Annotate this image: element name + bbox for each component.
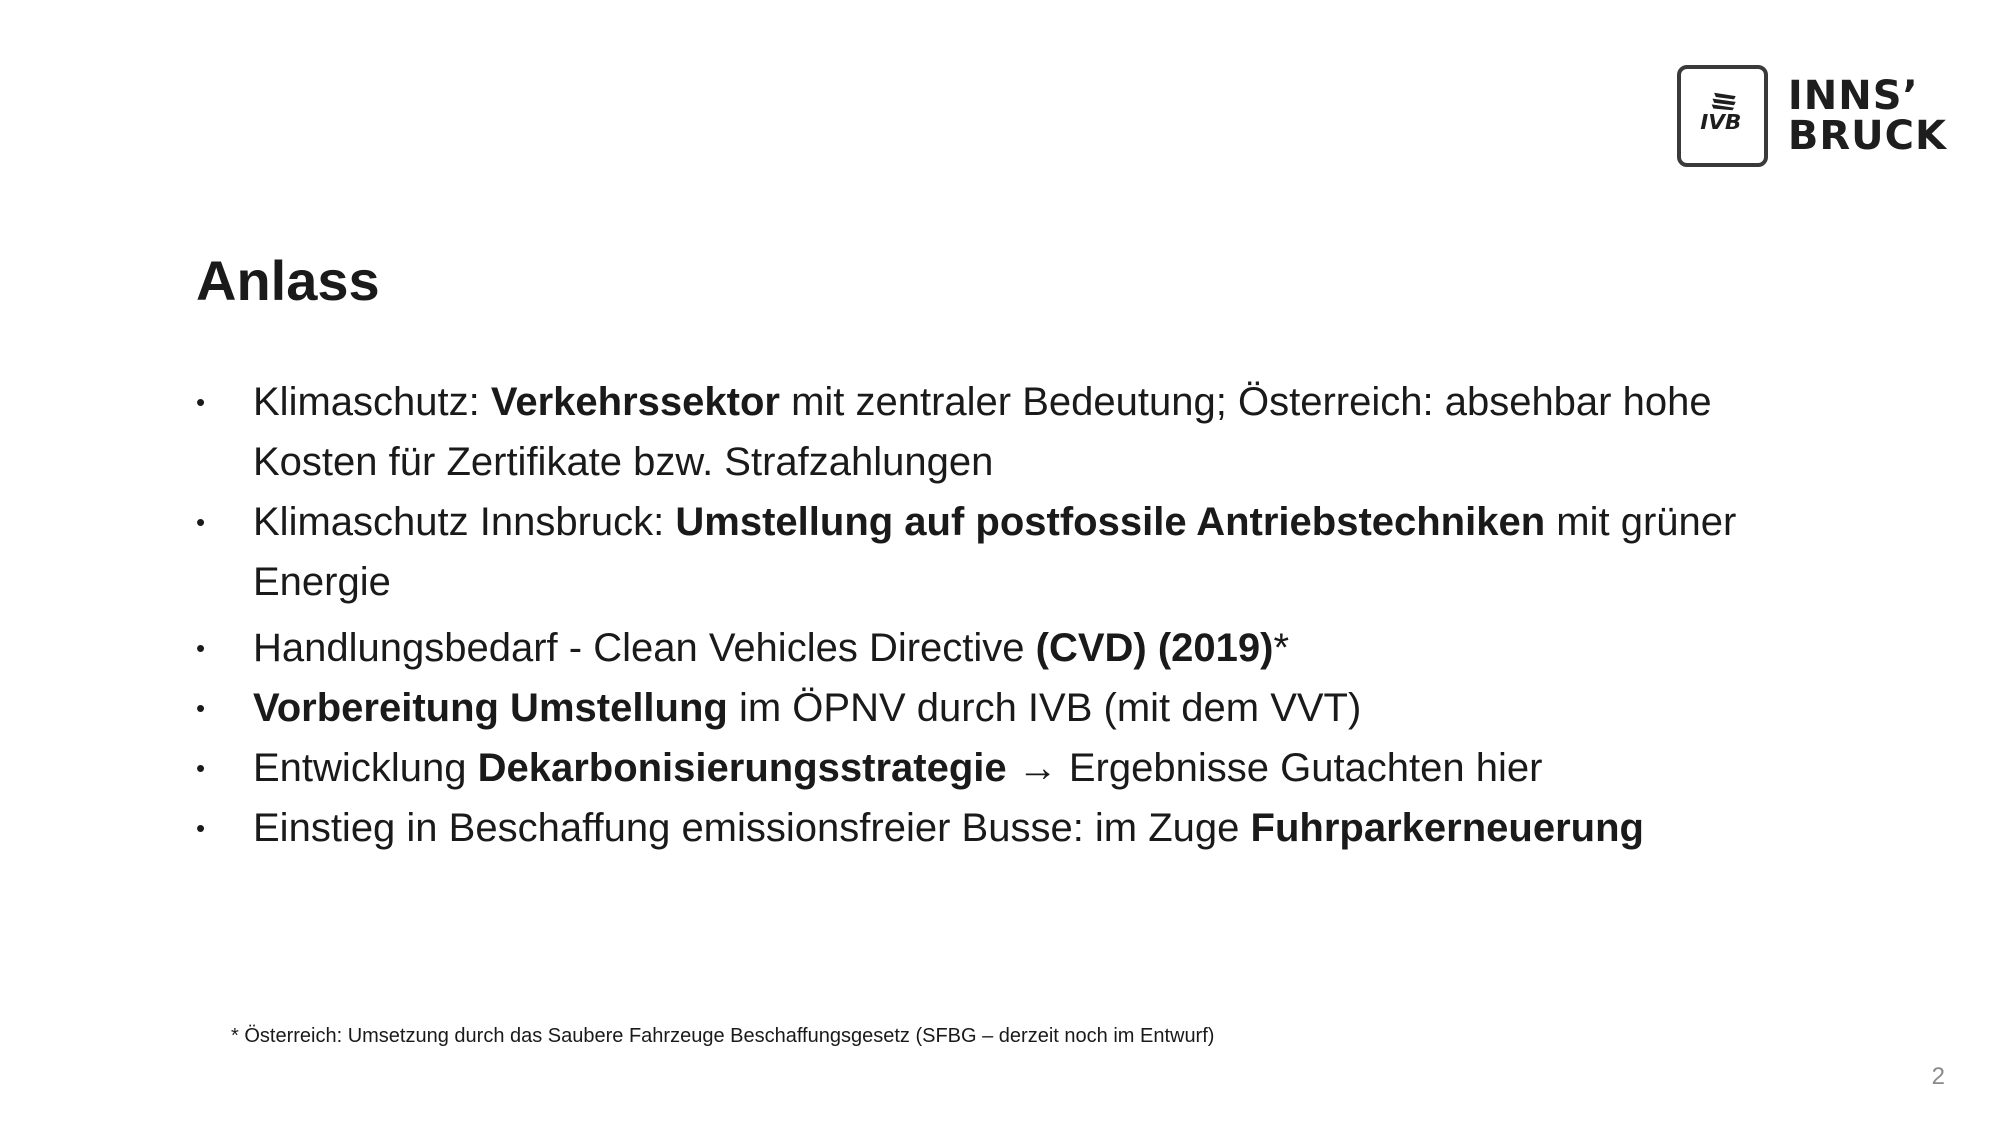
slide-title: Anlass xyxy=(196,249,380,312)
bullet-text: im ÖPNV durch IVB (mit dem VVT) xyxy=(727,686,1362,730)
bullet-text: Entwicklung xyxy=(253,746,478,790)
bullet-item xyxy=(196,492,1846,612)
wordmark-line-1: INNS’ xyxy=(1787,73,1919,119)
bullet-text: Klimaschutz Innsbruck: xyxy=(253,500,676,544)
ivb-logo-mark xyxy=(1677,65,1768,167)
bullet-text: Einstieg in Beschaffung emissionsfreier Busse: im Zuge xyxy=(253,806,1251,850)
bullet-list xyxy=(196,372,1846,858)
bullet-text: Klimaschutz: xyxy=(253,380,491,424)
bullet-dot-icon: • xyxy=(196,753,206,783)
bullet-text: mit zentraler Bedeutung; Österreich: absehbar hohe Kosten für Zertifikate bzw. Strafzahlungen xyxy=(253,380,1712,484)
bullet-text-bold: Verkehrssektor xyxy=(490,380,780,424)
footnote: * Österreich: Umsetzung durch das Saubere Fahrzeuge Beschaffungsgesetz (SFBG – derzeit noch im Entwurf) xyxy=(231,1025,1215,1047)
ivb-logo-text: IVB xyxy=(1700,110,1742,136)
bullet-text-bold: (CVD) (2019) xyxy=(1035,626,1274,670)
bullet-text-bold: Fuhrparkerneuerung xyxy=(1250,806,1644,850)
bullet-dot-icon: • xyxy=(196,693,206,723)
bullet-item xyxy=(196,372,1846,492)
bullet-text: → Ergebnisse Gutachten hier xyxy=(1006,746,1543,790)
page-number: 2 xyxy=(1931,1063,1945,1090)
bullet-text-bold: Umstellung auf postfossile Antriebstechniken xyxy=(675,500,1546,544)
bullet-text: Handlungsbedarf - Clean Vehicles Directive xyxy=(253,626,1036,670)
bullet-dot-icon: • xyxy=(196,507,206,537)
bullet-item xyxy=(196,738,1846,798)
ivb-innsbruck-logo xyxy=(1677,62,1947,170)
wordmark-line-2: BRUCK xyxy=(1787,113,1947,159)
bullet-text: * xyxy=(1273,626,1290,670)
bullet-dot-icon: • xyxy=(196,813,206,843)
bullet-text-bold: Dekarbonisierungsstrategie xyxy=(477,746,1007,790)
bullet-dot-icon: • xyxy=(196,633,206,663)
ivb-swoosh-icon xyxy=(1681,69,1764,163)
innsbruck-wordmark xyxy=(1787,73,1947,159)
bullet-item xyxy=(196,798,1846,858)
bullet-dot-icon: • xyxy=(196,387,206,417)
bullet-text: mit grüner Energie xyxy=(253,500,1737,604)
bullet-item xyxy=(196,678,1846,738)
bullet-text-bold: Vorbereitung Umstellung xyxy=(253,686,728,730)
bullet-item xyxy=(196,618,1846,678)
